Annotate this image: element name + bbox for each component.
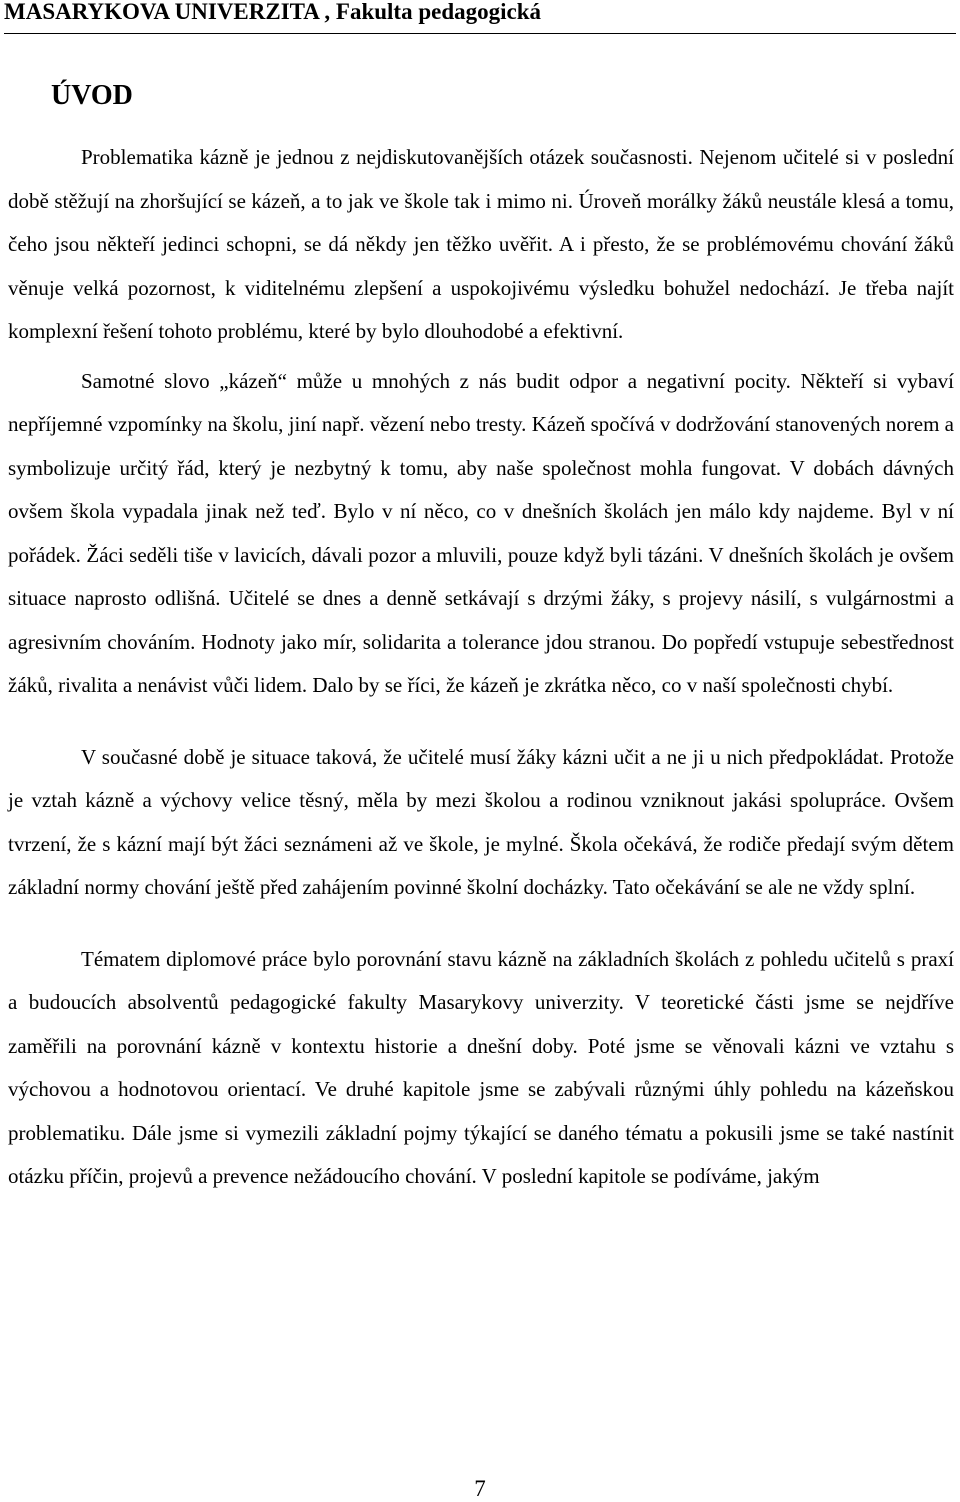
body-text (8, 136, 954, 1199)
running-header-text: MASARYKOVA UNIVERZITA , Fakulta pedagogická (4, 0, 542, 24)
paragraph-1: Problematika kázně je jednou z nejdiskutovanějších otázek současnosti. Nejenom učitelé si v poslední době stěžují na zhoršující se kázeň, a to jak ve škole tak i mimo ni. Úroveň morálky žáků neustále klesá a tomu, čeho jsou někteří jedinci schopni, se dá někdy jen těžko uvěřit. A i přesto, že se problémovému chování žáků věnuje velká pozornost, k viditelnému zlepšení a uspokojivému výsledku bohužel nedochází. Je třeba najít komplexní řešení tohoto problému, které by bylo dlouhodobé a efektivní. (8, 145, 954, 343)
paragraph-3: V současné době je situace taková, že učitelé musí žáky kázni učit a ne ji u nich předpokládat. Protože je vztah kázně a výchovy velice těsný, měla by mezi školou a rodinou vzniknout jakási spolupráce. Ovšem tvrzení, že s kázní mají být žáci seznámeni až ve škole, je mylné. Škola očekává, že rodiče předají svým dětem základní normy chování ještě před zahájením povinné školní docházky. Tato očekávání se ale ne vždy splní. (8, 744, 954, 899)
paragraph-2: Samotné slovo „kázeň“ může u mnohých z nás budit odpor a negativní pocity. Někteří si vybaví nepříjemné vzpomínky na školu, jiní např. vězení nebo tresty. Kázeň spočívá v dodržování stanovených norem a symbolizuje určitý řád, který je nezbytný k tomu, aby naše společnost mohla fungovat. V dobách dávných ovšem škola vypadala jinak než teď. Bylo v ní něco, co v dnešních školách jen málo kdy najdeme. Byl v ní pořádek. Žáci seděli tiše v lavicích, dávali pozor a mluvili, pouze když byli tázáni. V dnešních školách je ovšem situace naprosto odlišná. Učitelé se dnes a denně setkávají s drzými žáky, s projevy násilí, s vulgárnostmi a agresivním chováním. Hodnoty jako mír, solidarita a tolerance jdou stranou. Do popředí vstupuje sebestřednost žáků, rivalita a nenávist vůči lidem. Dalo by se říci, že kázeň je zkrátka něco, co v naší společnosti chybí. (8, 368, 954, 697)
paragraph-4: Tématem diplomové práce bylo porovnání stavu kázně na základních školách z pohledu učitelů s praxí a budoucích absolventů pedagogické fakulty Masarykovy univerzity. V teoretické části jsme se nejdříve zaměřili na porovnání kázně v kontextu historie a dnešní doby. Poté jsme se věnovali kázni ve vztahu s výchovou a hodnotovou orientací. Ve druhé kapitole jsme se zabývali různými úhly pohledu na kázeňskou problematiku. Dále jsme si vymezili základní pojmy týkající se daného tématu a pokusili jsme se také nastínit otázku příčin, projevů a prevence nežádoucího chování. V poslední kapitole se podíváme, jakým (8, 946, 954, 1188)
running-header (4, 0, 956, 34)
chapter-heading: ÚVOD (51, 80, 133, 111)
page-number: 7 (474, 1476, 486, 1501)
